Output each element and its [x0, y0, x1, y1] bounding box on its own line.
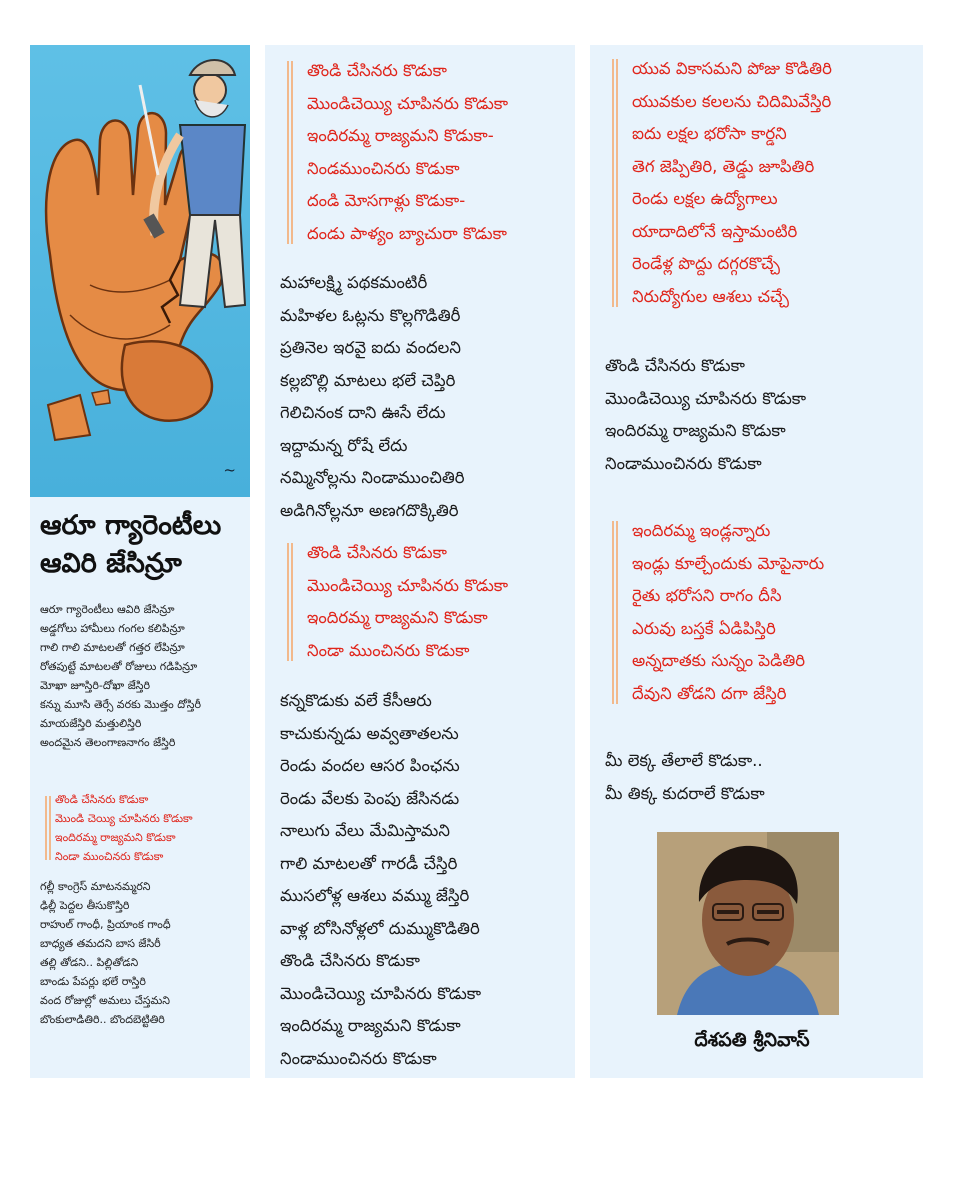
- verse-stanza-highlight: [612, 53, 917, 313]
- author-byline: దేశపతి శ్రీనివాస్: [694, 1029, 810, 1051]
- right-column: [590, 45, 923, 1078]
- poem-line: రెండు వందల ఆసర పింఛను: [280, 756, 460, 775]
- poem-line: మొండిచెయ్యి చూపినరు కొడుకా: [307, 93, 509, 113]
- poem-line: కన్ను మూసి తెర్సే వరకు మొత్తం దోస్తిరీ: [40, 698, 202, 711]
- poem-line: ఇందిరమ్మ రాజ్యమని కొడుకా: [55, 831, 176, 844]
- poem-line: మొండిచెయ్యి చూపినరు కొడుకా: [280, 983, 482, 1003]
- page-headline: [40, 507, 245, 583]
- poem-line: వాళ్ల బోసినోళ్లలో దుమ్ముకొడితిరి: [280, 918, 480, 938]
- poem-line: మీ తిక్క కుదరాలే కొడుకా: [605, 783, 765, 803]
- poem-line: బాండు పేపర్లు భలే రాస్తిరి: [40, 975, 146, 988]
- poem-line: మీ లెక్క తేలాలే కొడుకా..: [605, 751, 763, 770]
- poem-line: ఎరువు బస్తకే ఏడిపిస్తిరి: [632, 618, 776, 638]
- poem-line: ఇందిరమ్మ రాజ్యమని కొడుకా-: [307, 126, 494, 145]
- poem-line: రాహుల్ గాంధీ, ప్రియాంక గాంధీ: [40, 918, 171, 931]
- poem-line: దేవుని తోడని దగా జేస్తిరి: [632, 683, 787, 703]
- headline-line: ఆరూ గ్యారెంటీలు: [40, 510, 222, 541]
- poem-line: నమ్మినోల్లను నిండాముంచితిరి: [280, 468, 465, 487]
- poem-line: అన్నదాతకు సున్నం పెడితిరి: [632, 651, 806, 670]
- poem-line: దండు పాళ్యం బ్యాచురా కొడుకా: [307, 223, 507, 243]
- poem-line: గాలి మాటలతో గారడీ చేస్తిరి: [280, 853, 458, 873]
- cartoon-illustration: [30, 45, 250, 497]
- poem-line: ఢిల్లీ పెద్దల తీసుకొస్తిరి: [40, 899, 130, 912]
- verse-stanza: [280, 685, 570, 1075]
- poem-line: అడిగినోల్లనూ అణగదొక్కితిరి: [280, 500, 459, 520]
- closing-stanza: [605, 745, 915, 810]
- poem-line: రైతు భరోసని రాగం దీసి: [632, 586, 782, 605]
- poem-line: నిండాముంచినరు కొడుకా: [605, 453, 762, 473]
- poem-line: తల్లి తోడని.. పిల్లితోడని: [40, 956, 139, 969]
- poem-line: మొండిచెయ్యి చూపినరు కొడుకా: [605, 388, 807, 408]
- middle-column: [265, 45, 575, 1078]
- poem-line: రెండు వేలకు పెంపు జేసినడు: [280, 788, 460, 808]
- poem-line: నిండాముంచినరు కొడుకా: [280, 1048, 437, 1068]
- poem-line: యువకుల కలలను చిదిమివేస్తిరి: [632, 91, 832, 111]
- poem-line: తొండి చేసినరు కొడుకా: [55, 793, 149, 806]
- poem-line: అందమైన తెలంగాణనాగం జేస్తిరి: [40, 736, 176, 749]
- poem-line: తొండి చేసినరు కొడుకా: [307, 543, 447, 562]
- poem-line: ఇందిరమ్మ రాజ్యమని కొడుకా: [280, 1016, 461, 1035]
- poem-line: యాదాదిలోనే ఇస్తామంటిరి: [632, 221, 798, 241]
- poem-line: గల్లీ కాంగ్రెస్ మాటనమ్మరని: [40, 880, 151, 893]
- left-column: [30, 45, 250, 1078]
- poem-line: మోఖా జూస్తిరి-దోఖా జేస్తిరి: [40, 679, 151, 692]
- poem-line: రెండేళ్ల పొద్దు దగ్గరకొచ్చే: [632, 254, 780, 273]
- poem-line: తెగ జెప్పితిరి, తెడ్డు జూపితిరి: [632, 156, 815, 176]
- intro-stanza: [40, 600, 248, 752]
- poem-line: తొండి చేసినరు కొడుకా: [307, 61, 447, 80]
- poem-line: ఇందిరమ్మ ఇండ్లన్నారు: [632, 521, 771, 540]
- poem-line: బాధ్యత తమదని బాస జేసిరీ: [40, 937, 161, 950]
- poem-line: ఇందిరమ్మ రాజ్యమని కొడుకా: [605, 421, 786, 440]
- poem-line: వంద రోజుల్లో అమలు చేస్తమని: [40, 994, 170, 1007]
- poem-line: కాచుకున్నడు అవ్వతాతలను: [280, 723, 459, 743]
- poem-line: కల్లబొల్లి మాటలు భలే చెప్తిరి: [280, 370, 456, 390]
- poem-line: కన్నకొడుకు వలే కేసీఆరు: [280, 691, 432, 710]
- poem-line: మొండి చెయ్యి చూపినరు కొడుకా: [55, 812, 193, 825]
- refrain-stanza: [287, 537, 572, 667]
- cartoon-drawing: [30, 45, 250, 497]
- author-photo: [657, 832, 839, 1015]
- outro-stanza: [40, 877, 248, 1029]
- poem-line: నిండా ముంచినరు కొడుకా: [307, 640, 470, 660]
- poem-line: యువ వికాసమని పోజు కొడితిరి: [632, 59, 832, 78]
- poem-line: నిండా ముంచినరు కొడుకా: [55, 850, 164, 863]
- verse-stanza: [280, 267, 570, 527]
- refrain-stanza: [45, 790, 245, 866]
- poem-line: గాలి గాలి మాటలతో గత్తర లేపిన్రూ: [40, 641, 185, 654]
- headline-line: ఆవిరి జేసిన్రూ: [40, 548, 182, 579]
- poem-line: గెలిచినంక దాని ఊసే లేదు: [280, 403, 446, 422]
- poem-line: ప్రతినెల ఇరవై ఐదు వందలని: [280, 338, 461, 357]
- poem-line: దండి మోసగాళ్లు కొడుకా-: [307, 191, 466, 210]
- poem-line: మహాలక్ష్మి పథకమంటిరీ: [280, 273, 428, 292]
- poem-line: మాయజేస్తిరి మత్తులిస్తిరి: [40, 717, 142, 730]
- poem-line: మహిళల ఓట్లను కొల్లగొడితిరీ: [280, 305, 461, 325]
- refrain-stanza: [287, 55, 572, 250]
- poem-line: ఐదు లక్షల భరోసా కార్డని: [632, 124, 787, 143]
- poem-line: అడ్డగోలు హామీలు గంగల కలిపిన్రూ: [40, 622, 185, 635]
- poem-line: తొండి చేసినరు కొడుకా: [605, 356, 745, 375]
- poem-line: నిండముంచినరు కొడుకా: [307, 158, 460, 178]
- poem-line: మొండిచెయ్యి చూపినరు కొడుకా: [307, 575, 509, 595]
- poem-line: నిరుద్యోగుల ఆశలు చచ్చే: [632, 286, 789, 306]
- poem-line: రెండు లక్షల ఉద్యోగాలు: [632, 189, 778, 208]
- poem-line: నాలుగు వేలు మేమిస్తామని: [280, 821, 450, 840]
- author-portrait: [657, 832, 839, 1015]
- poem-line: ఇద్దామన్న రోషే లేదు: [280, 435, 408, 455]
- refrain-stanza: [605, 350, 915, 480]
- poem-line: ఆరూ గ్యారెంటీలు ఆవిరి జేసిన్రూ: [40, 603, 175, 616]
- poem-line: ముసలోళ్ల ఆశలు వమ్ము జేస్తిరి: [280, 886, 470, 905]
- poem-line: తొండి చేసినరు కొడుకా: [280, 951, 420, 970]
- poem-line: బొంకులాడితిరి.. బొందబెట్టితిరి: [40, 1013, 165, 1026]
- poem-line: ఇండ్లు కూల్చేందుకు మోపైనారు: [632, 553, 825, 573]
- verse-stanza-highlight: [612, 515, 917, 710]
- cartoonist-signature: ~: [223, 461, 236, 479]
- poem-line: ఇందిరమ్మ రాజ్యమని కొడుకా: [307, 608, 488, 627]
- poem-line: రోతపుట్టే మాటలతో రోజులు గడిపిన్రూ: [40, 660, 198, 673]
